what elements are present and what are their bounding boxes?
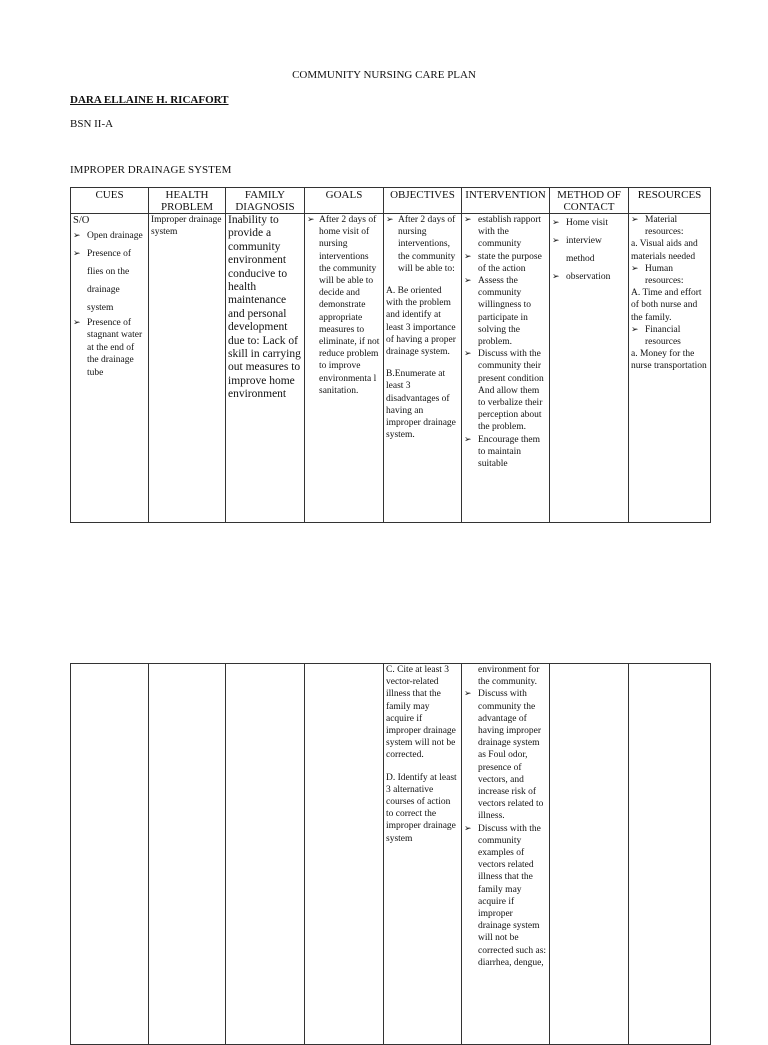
list-item: ➢ establish rapport with the community — [464, 214, 547, 251]
goals-text: ➢ After 2 days of home visit of nursing interventions the community will be able to decide and demonstrate appropriate measures to eliminate, if not reduce problem to improve environmenta l sanitation. — [307, 214, 381, 397]
intervention-continued: environment for the community. — [478, 665, 540, 688]
problem-title: IMPROPER DRAINAGE SYSTEM — [70, 164, 232, 176]
family-diagnosis-cell — [226, 214, 305, 523]
health-problem-cell — [149, 664, 226, 1045]
list-item: ➢ state the purpose of the action — [464, 251, 547, 275]
intervention-cell — [462, 664, 550, 1045]
method-of-contact-cell — [550, 214, 629, 523]
objective-c: C. Cite at least 3 vector-related illness that the family may acquire if improper drainage system will not be corrected. — [386, 665, 456, 761]
list-item: ➢ Home visit — [552, 214, 626, 232]
family-diagnosis-cell — [226, 664, 305, 1045]
resources-cell — [629, 664, 711, 1045]
list-item: ➢ Open drainage — [73, 227, 146, 245]
list-item: ➢ Human resources: — [631, 263, 708, 287]
header-goals: GOALS — [305, 188, 384, 214]
header-method-of-contact: METHOD OF CONTACT — [550, 188, 629, 214]
list-item: ➢ Discuss with the community their present condition — [464, 348, 547, 385]
objectives-intro: ➢ After 2 days of nursing interventions, the community will be able to: — [386, 214, 459, 275]
header-objectives: OBJECTIVES — [384, 188, 462, 214]
objectives-cell — [384, 214, 462, 523]
objective-d: D. Identify at least 3 alternative courses of action to correct the improper drainage system — [386, 772, 457, 844]
list-item: ➢ Presence of flies on the drainage system — [73, 245, 146, 317]
objective-a: A. Be oriented with the problem and identify at least 3 importance of having a proper drainage system. — [386, 286, 456, 358]
list-item: ➢ Material resources: — [631, 214, 708, 238]
resource-human-a: A. Time and effort of both nurse and the family. — [631, 288, 702, 323]
list-item: ➢ interview method — [552, 232, 626, 268]
list-item: ➢ Financial resources — [631, 324, 708, 348]
list-item: ➢ observation — [552, 268, 626, 286]
list-item: ➢ Encourage them to maintain suitable — [464, 434, 547, 471]
objective-b: B.Enumerate at least 3 disadvantages of having an improper drainage system. — [386, 369, 456, 441]
table-row — [71, 214, 711, 523]
list-item: ➢ Presence of stagnant water at the end of the drainage tube — [73, 317, 146, 379]
course-section: BSN II-A — [70, 118, 114, 130]
table-header-row — [71, 188, 711, 214]
objectives-cell — [384, 664, 462, 1045]
list-item: ➢ Discuss with community the advantage of having improper drainage system as Foul odor, presence of vectors, and increase risk of vectors related to illness. — [464, 688, 547, 822]
resource-financial-a: a. Money for the nurse transportation — [631, 349, 707, 372]
header-family-diagnosis: FAMILY DIAGNOSIS — [226, 188, 305, 214]
cues-prefix: S/O — [73, 215, 90, 226]
cues-cell — [71, 664, 149, 1045]
care-plan-table-continued — [70, 663, 711, 1045]
resource-material-a: a. Visual aids and materials needed — [631, 239, 698, 262]
header-intervention: INTERVENTION — [462, 188, 550, 214]
table-row — [71, 664, 711, 1045]
resources-cell — [629, 214, 711, 523]
intervention-cell — [462, 214, 550, 523]
health-problem-cell — [149, 214, 226, 523]
list-item: ➢ Discuss with the community examples of vectors related illness that the family may acquire if improper drainage system will not be corrected such as: diarrhea, dengue, — [464, 823, 547, 969]
care-plan-table — [70, 187, 711, 523]
header-health-problem: HEALTH PROBLEM — [149, 188, 226, 214]
header-cues: CUES — [71, 188, 149, 214]
health-problem-text: Improper drainage system — [151, 215, 222, 238]
goals-cell — [305, 214, 384, 523]
goals-cell — [305, 664, 384, 1045]
author-name: DARA ELLAINE H. RICAFORT — [70, 94, 229, 106]
document-title: COMMUNITY NURSING CARE PLAN — [292, 69, 476, 81]
intervention-note: And allow them to verbalize their perception about the problem. — [478, 385, 543, 433]
list-item: ➢ Assess the community willingness to participate in solving the problem. — [464, 275, 547, 348]
family-diagnosis-text: Inability to provide a community environment conducive to health maintenance and personal development due to: Lack of skill in carrying out measures to improve home environment — [228, 214, 301, 401]
header-resources: RESOURCES — [629, 188, 711, 214]
method-of-contact-cell — [550, 664, 629, 1045]
cues-cell — [71, 214, 149, 523]
